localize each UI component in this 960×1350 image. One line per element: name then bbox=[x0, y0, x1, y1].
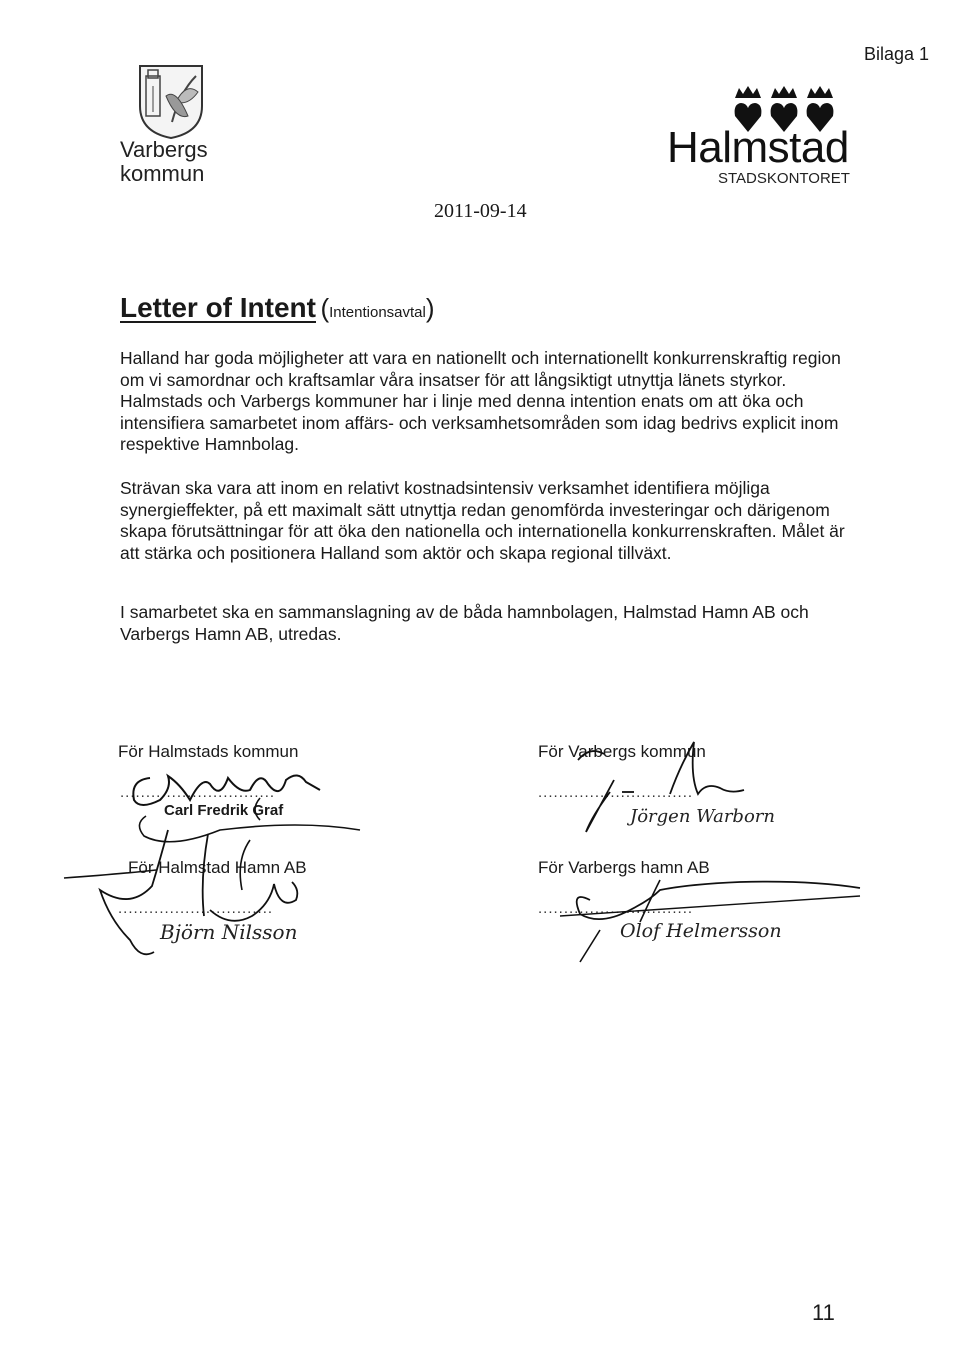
document-date: 2011-09-14 bbox=[434, 200, 527, 222]
attachment-label: Bilaga 1 bbox=[864, 44, 930, 64]
body-paragraph-1: Halland har goda möjligheter att vara en nationellt och internationellt konkurrenskraftig region om vi samordnar och kraftsamlar våra insatser för att långsiktigt utnyttja länets styrkor. Halmstads och Varbergs kommuner har i linje med denna intention enats om att öka och intensifiera samarbetet inom affärs- och verksamhetsområden som idag bedrivs explicit inom respektive Hamnbolag. bbox=[120, 348, 841, 454]
varberg-logo-text bbox=[120, 138, 208, 186]
sig-dots-varbergs-kommun: .............................. bbox=[538, 784, 694, 801]
sig-label-halmstad-kommun: För Halmstads kommun bbox=[118, 742, 299, 761]
sig-dots-varbergs-hamn: .............................. bbox=[538, 900, 694, 917]
sig-dots-halmstad-hamn: .............................. bbox=[118, 900, 274, 917]
halmstad-logo-subtitle: STADSKONTORET bbox=[718, 170, 850, 187]
body-paragraph-3: I samarbetet ska en sammanslagning av de båda hamnbolagen, Halmstad Hamn AB och Varbergs Hamn AB, utredas. bbox=[120, 602, 809, 644]
sig-dots-halmstad-kommun: .............................. bbox=[120, 784, 276, 801]
halmstad-logo-name: Halmstad bbox=[667, 123, 849, 172]
sig-handwritten-name-varbergs-kommun: Jörgen Warborn bbox=[630, 806, 775, 827]
sig-label-varbergs-hamn: För Varbergs hamn AB bbox=[538, 858, 710, 877]
title-close-paren: ) bbox=[425, 293, 435, 323]
title-sub: Intentionsavtal bbox=[329, 304, 426, 321]
body-paragraph-2: Strävan ska vara att inom en relativt kostnadsintensiv verksamhet identifiera möjliga synergieffekter, på ett maximalt sätt utnyttja redan genomförda investeringar och därigenom skapa förutsättningar för att öka den nationella och internationella konkurrenskraften. Målet är att stärka och positionera Halland som aktör och skapa regional tillväxt. bbox=[120, 478, 845, 563]
signature-varbergs-hamn bbox=[540, 860, 870, 970]
varberg-logo-line2: kommun bbox=[120, 161, 205, 186]
varberg-logo-line1: Varbergs bbox=[120, 137, 208, 162]
sig-handwritten-name-varbergs-hamn: Olof Helmersson bbox=[620, 920, 782, 942]
sig-label-varbergs-kommun: För Varbergs kommun bbox=[538, 742, 706, 761]
document-title bbox=[120, 292, 435, 324]
signature-varbergs-kommun bbox=[530, 736, 810, 846]
signature-halmstad-hamn bbox=[60, 820, 360, 970]
title-open-paren: ( bbox=[320, 293, 330, 323]
page-number: 11 bbox=[812, 1300, 835, 1325]
sig-printed-name-halmstad-kommun: Carl Fredrik Graf bbox=[164, 802, 284, 819]
sig-handwritten-name-halmstad-hamn: Björn Nilsson bbox=[160, 920, 298, 944]
sig-label-halmstad-hamn: För Halmstad Hamn AB bbox=[128, 858, 307, 877]
title-main: Letter of Intent bbox=[120, 292, 316, 323]
varberg-crest-icon bbox=[136, 62, 206, 140]
